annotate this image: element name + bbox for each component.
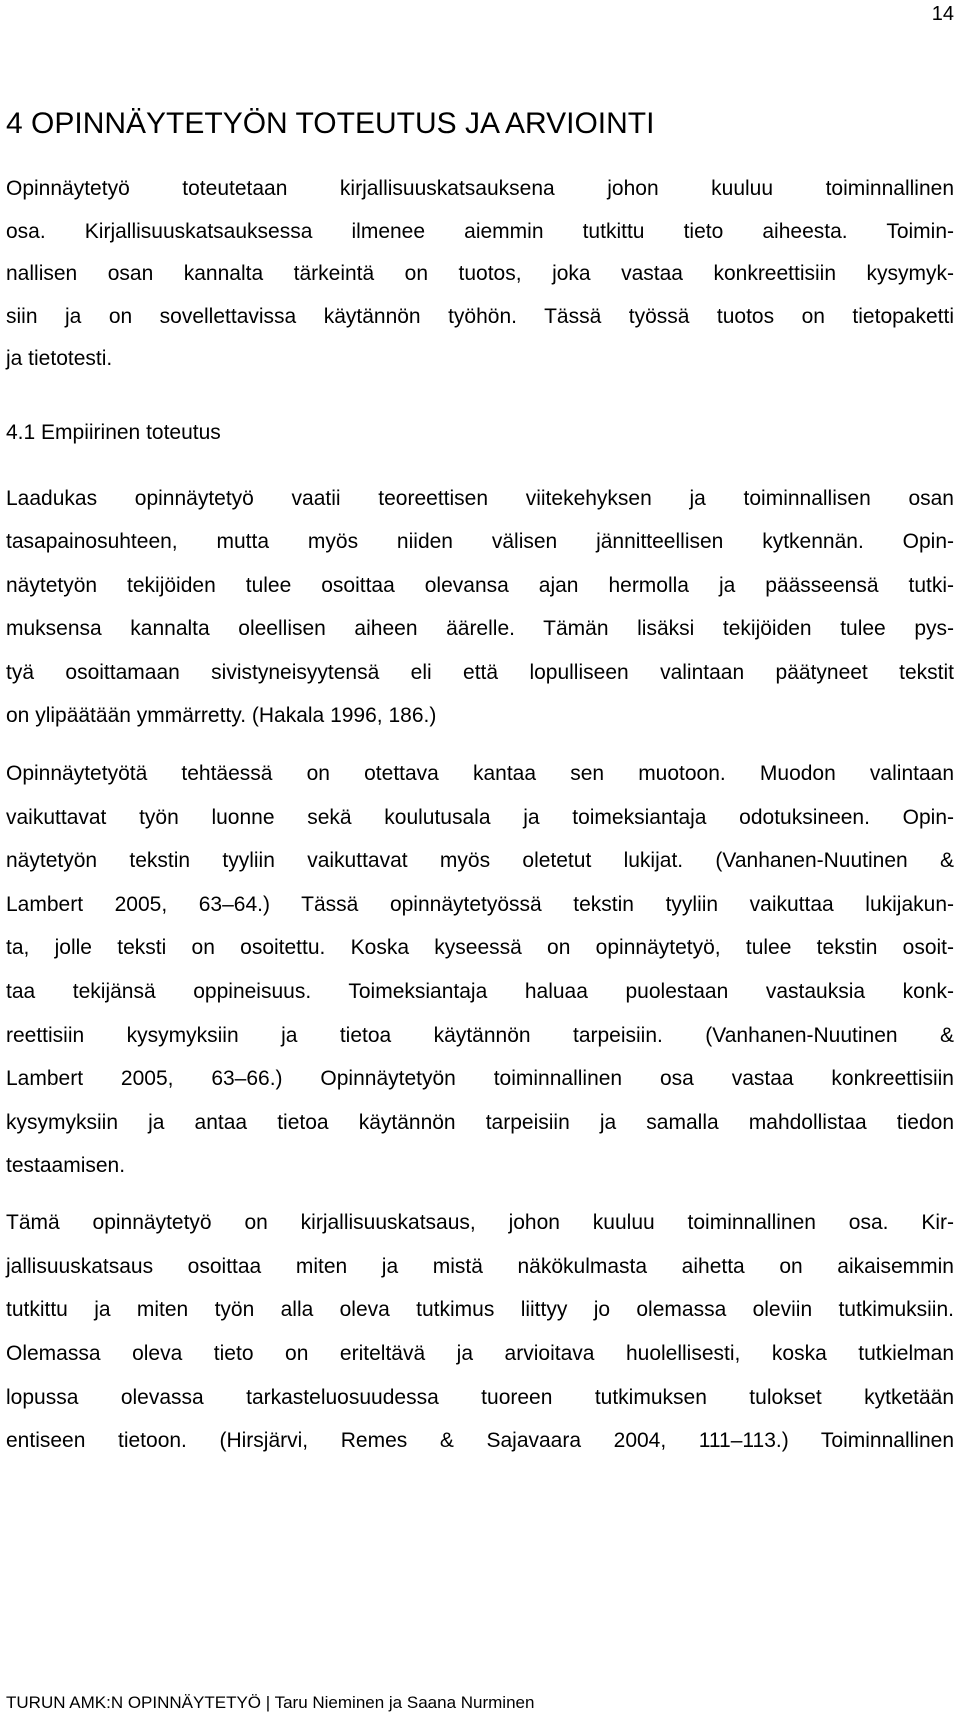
text-line: reettisiin kysymyksiin ja tietoa käytännön tarpeisiin. (Vanhanen-Nuutinen &	[6, 1023, 954, 1047]
intro-paragraph	[6, 168, 954, 381]
text-line: Laadukas opinnäytetyö vaatii teoreettisen viitekehyksen ja toiminnallisen osan	[6, 487, 954, 510]
paragraph-form	[6, 752, 954, 1188]
chapter-title: 4 OPINNÄYTETYÖN TOTEUTUS JA ARVIOINTI	[6, 107, 655, 140]
text-line: näytetyön tekijöiden tulee osoittaa olevansa ajan hermolla ja päässeensä tutki-	[6, 573, 954, 597]
text-line: entiseen tietoon. (Hirsjärvi, Remes & Sajavaara 2004, 111–113.) Toiminnallinen	[6, 1429, 954, 1453]
text-line: näytetyön tekstin tyyliin vaikuttavat myös oletetut lukijat. (Vanhanen-Nuutinen &	[6, 849, 954, 873]
text-line: Lambert 2005, 63–64.) Tässä opinnäytetyössä tekstin tyyliin vaikuttaa lukijakun-	[6, 892, 954, 916]
text-line: jallisuuskatsaus osoittaa miten ja mistä näkökulmasta aihetta on aikaisemmin	[6, 1254, 954, 1278]
text-line: tasapainosuhteen, mutta myös niiden välisen jännitteellisen kytkennän. Opin-	[6, 530, 954, 554]
text-line: ja tietotesti.	[6, 347, 113, 370]
text-line: vaikuttavat työn luonne sekä koulutusala ja toimeksiantaja odotuksineen. Opin-	[6, 805, 954, 829]
paragraph-quality	[6, 477, 954, 737]
text-line: Tämä opinnäytetyö on kirjallisuuskatsaus, johon kuuluu toiminnallinen osa. Kir-	[6, 1211, 954, 1234]
text-line: Opinnäytetyö toteutetaan kirjallisuuskatsauksena johon kuuluu toiminnallinen	[6, 177, 954, 200]
text-line: tutkittu ja miten työn alla oleva tutkimus liittyy jo olemassa oleviin tutkimuksiin.	[6, 1298, 954, 1322]
text-line: nallisen osan kannalta tärkeintä on tuotos, joka vastaa konkreettisiin kysymyk-	[6, 262, 954, 285]
text-line: Opinnäytetyötä tehtäessä on otettava kantaa sen muotoon. Muodon valintaan	[6, 762, 954, 785]
text-line: tyä osoittamaan sivistyneisyytensä eli että lopulliseen valintaan päätyneet tekstit	[6, 660, 954, 684]
text-line: on ylipäätään ymmärretty. (Hakala 1996, 186.)	[6, 703, 437, 727]
text-line: siin ja on sovellettavissa käytännön työhön. Tässä työssä tuotos on tietopaketti	[6, 304, 954, 328]
page-footer: TURUN AMK:N OPINNÄYTETYÖ | Taru Nieminen ja Saana Nurminen	[6, 1693, 535, 1712]
page-number: 14	[931, 3, 954, 25]
paragraph-literature-review	[6, 1201, 954, 1463]
text-line: kysymyksiin ja antaa tietoa käytännön tarpeisiin ja samalla mahdollistaa tiedon	[6, 1110, 954, 1134]
text-line: testaamisen.	[6, 1154, 126, 1178]
text-line: ta, jolle teksti on osoitettu. Koska kyseessä on opinnäytetyö, tulee tekstin osoit-	[6, 936, 954, 960]
text-line: osa. Kirjallisuuskatsauksessa ilmenee aiemmin tutkittu tieto aiheesta. Toimin-	[6, 219, 954, 243]
text-line: Olemassa oleva tieto on eriteltävä ja arvioitava huolellisesti, koska tutkielman	[6, 1342, 954, 1366]
text-line: lopussa olevassa tarkasteluosuudessa tuoreen tutkimuksen tulokset kytketään	[6, 1385, 954, 1409]
text-line: taa tekijänsä oppineisuus. Toimeksiantaja haluaa puolestaan vastauksia konk-	[6, 979, 954, 1003]
text-line: muksensa kannalta oleellisen aiheen äärelle. Tämän lisäksi tekijöiden tulee pys-	[6, 617, 954, 641]
section-heading: 4.1 Empiirinen toteutus	[6, 421, 221, 444]
text-line: Lambert 2005, 63–66.) Opinnäytetyön toiminnallinen osa vastaa konkreettisiin	[6, 1067, 954, 1091]
